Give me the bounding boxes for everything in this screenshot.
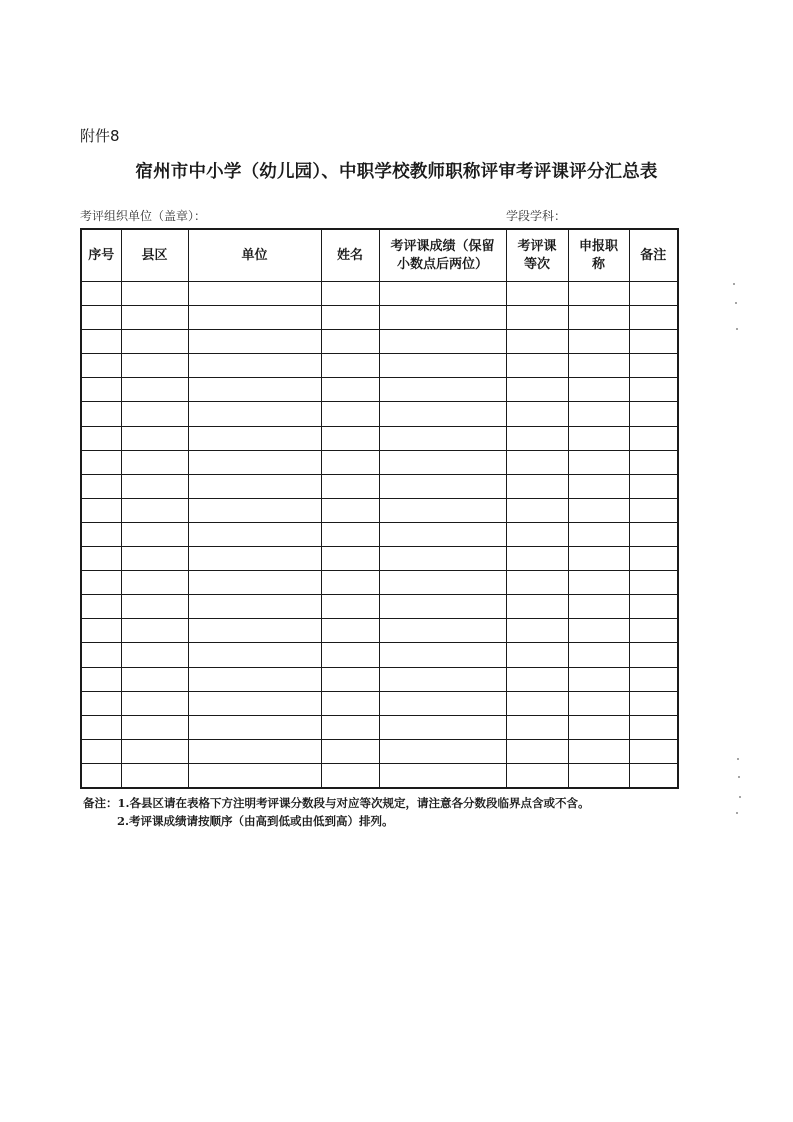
table-cell-score[interactable] — [379, 763, 506, 788]
table-cell-score[interactable] — [379, 643, 506, 667]
table-cell-seq[interactable] — [81, 498, 121, 522]
table-cell-name[interactable] — [321, 378, 379, 402]
table-cell-title[interactable] — [568, 619, 629, 643]
table-cell-score[interactable] — [379, 739, 506, 763]
table-cell-score[interactable] — [379, 522, 506, 546]
table-cell-grade[interactable] — [506, 354, 568, 378]
table-cell-county[interactable] — [121, 763, 188, 788]
table-cell-county[interactable] — [121, 739, 188, 763]
table-cell-score[interactable] — [379, 402, 506, 426]
table-cell-grade[interactable] — [506, 571, 568, 595]
table-cell-remark[interactable] — [629, 739, 678, 763]
table-cell-seq[interactable] — [81, 691, 121, 715]
table-cell-name[interactable] — [321, 306, 379, 330]
table-cell-name[interactable] — [321, 739, 379, 763]
table-cell-name[interactable] — [321, 595, 379, 619]
table-cell-unit[interactable] — [188, 595, 321, 619]
table-cell-county[interactable] — [121, 643, 188, 667]
table-row — [81, 619, 678, 643]
attachment-label: 附件8 — [80, 127, 120, 145]
table-cell-unit[interactable] — [188, 426, 321, 450]
table-cell-remark[interactable] — [629, 643, 678, 667]
table-cell-name[interactable] — [321, 619, 379, 643]
table-cell-title[interactable] — [568, 763, 629, 788]
table-cell-name[interactable] — [321, 763, 379, 788]
table-cell-score[interactable] — [379, 498, 506, 522]
table-cell-unit[interactable] — [188, 330, 321, 354]
table-cell-score[interactable] — [379, 547, 506, 571]
table-cell-county[interactable] — [121, 402, 188, 426]
table-cell-score[interactable] — [379, 450, 506, 474]
table-row — [81, 498, 678, 522]
table-cell-title[interactable] — [568, 378, 629, 402]
table-cell-score[interactable] — [379, 595, 506, 619]
table-cell-county[interactable] — [121, 691, 188, 715]
scan-speck — [736, 812, 738, 814]
table-cell-grade[interactable] — [506, 330, 568, 354]
table-cell-county[interactable] — [121, 619, 188, 643]
table-row — [81, 763, 678, 788]
header-name: 姓名 — [321, 229, 379, 282]
table-cell-unit[interactable] — [188, 522, 321, 546]
table-cell-name[interactable] — [321, 522, 379, 546]
table-cell-score[interactable] — [379, 667, 506, 691]
table-row — [81, 643, 678, 667]
table-cell-name[interactable] — [321, 402, 379, 426]
table-cell-grade[interactable] — [506, 426, 568, 450]
table-cell-unit[interactable] — [188, 619, 321, 643]
scan-speck — [738, 776, 740, 778]
table-cell-unit[interactable] — [188, 691, 321, 715]
notes-prefix: 备注： — [83, 796, 118, 810]
table-cell-grade[interactable] — [506, 667, 568, 691]
table-cell-unit[interactable] — [188, 402, 321, 426]
table-cell-remark[interactable] — [629, 619, 678, 643]
table-cell-seq[interactable] — [81, 522, 121, 546]
table-row — [81, 715, 678, 739]
table-cell-grade[interactable] — [506, 619, 568, 643]
table-cell-score[interactable] — [379, 715, 506, 739]
table-cell-title[interactable] — [568, 474, 629, 498]
scan-speck — [737, 758, 739, 760]
table-cell-seq[interactable] — [81, 619, 121, 643]
subject-label: 学段学科： — [506, 209, 567, 223]
header-title: 申报职称 — [568, 229, 629, 282]
table-cell-seq[interactable] — [81, 426, 121, 450]
table-cell-title[interactable] — [568, 739, 629, 763]
table-cell-title[interactable] — [568, 498, 629, 522]
header-row — [81, 229, 678, 282]
table-cell-name[interactable] — [321, 330, 379, 354]
table-cell-seq[interactable] — [81, 330, 121, 354]
table-row — [81, 450, 678, 474]
table-row — [81, 306, 678, 330]
table-cell-unit[interactable] — [188, 571, 321, 595]
table-cell-remark[interactable] — [629, 522, 678, 546]
table-cell-name[interactable] — [321, 643, 379, 667]
table-cell-county[interactable] — [121, 547, 188, 571]
table-cell-unit[interactable] — [188, 450, 321, 474]
table-cell-remark[interactable] — [629, 595, 678, 619]
table-cell-county[interactable] — [121, 667, 188, 691]
table-cell-title[interactable] — [568, 282, 629, 306]
table-cell-unit[interactable] — [188, 715, 321, 739]
table-cell-unit[interactable] — [188, 474, 321, 498]
table-cell-score[interactable] — [379, 354, 506, 378]
table-cell-grade[interactable] — [506, 498, 568, 522]
table-cell-grade[interactable] — [506, 450, 568, 474]
table-cell-grade[interactable] — [506, 715, 568, 739]
table-cell-county[interactable] — [121, 522, 188, 546]
table-cell-grade[interactable] — [506, 547, 568, 571]
document-title: 宿州市中小学（幼儿园）、中职学校教师职称评审考评课评分汇总表 — [135, 162, 658, 182]
table-cell-seq[interactable] — [81, 354, 121, 378]
scan-speck — [735, 302, 737, 304]
header-seq: 序号 — [81, 229, 121, 282]
table-cell-remark[interactable] — [629, 402, 678, 426]
table-row — [81, 378, 678, 402]
note-2-text: 2.考评课成绩请按顺序（由高到低或由低到高）排列。 — [117, 814, 394, 828]
table-row — [81, 547, 678, 571]
table-cell-title[interactable] — [568, 306, 629, 330]
table-cell-score[interactable] — [379, 474, 506, 498]
header-remark: 备注 — [629, 229, 678, 282]
table-cell-seq[interactable] — [81, 474, 121, 498]
table-cell-county[interactable] — [121, 474, 188, 498]
table-cell-unit[interactable] — [188, 354, 321, 378]
table-cell-remark[interactable] — [629, 691, 678, 715]
table-cell-remark[interactable] — [629, 282, 678, 306]
table-row — [81, 402, 678, 426]
table-cell-remark[interactable] — [629, 763, 678, 788]
table-cell-title[interactable] — [568, 522, 629, 546]
table-cell-county[interactable] — [121, 282, 188, 306]
table-row — [81, 474, 678, 498]
table-row — [81, 739, 678, 763]
table-row — [81, 667, 678, 691]
table-cell-score[interactable] — [379, 619, 506, 643]
table-body — [81, 282, 678, 788]
table-cell-unit[interactable] — [188, 763, 321, 788]
table-cell-remark[interactable] — [629, 330, 678, 354]
table-cell-grade[interactable] — [506, 522, 568, 546]
table-cell-title[interactable] — [568, 595, 629, 619]
scan-speck — [736, 328, 738, 330]
table-cell-seq[interactable] — [81, 306, 121, 330]
table-cell-title[interactable] — [568, 402, 629, 426]
header-unit: 单位 — [188, 229, 321, 282]
table-cell-seq[interactable] — [81, 378, 121, 402]
table-cell-title[interactable] — [568, 426, 629, 450]
table-cell-remark[interactable] — [629, 378, 678, 402]
table-cell-name[interactable] — [321, 498, 379, 522]
scan-speck — [739, 796, 741, 798]
notes-section — [83, 794, 590, 830]
table-cell-county[interactable] — [121, 330, 188, 354]
table-cell-grade[interactable] — [506, 402, 568, 426]
table-row — [81, 595, 678, 619]
table-cell-name[interactable] — [321, 715, 379, 739]
table-cell-grade[interactable] — [506, 474, 568, 498]
table-cell-score[interactable] — [379, 378, 506, 402]
table-row — [81, 426, 678, 450]
table-cell-county[interactable] — [121, 378, 188, 402]
table-cell-name[interactable] — [321, 282, 379, 306]
table-cell-county[interactable] — [121, 306, 188, 330]
table-cell-name[interactable] — [321, 354, 379, 378]
table-cell-seq[interactable] — [81, 667, 121, 691]
table-cell-unit[interactable] — [188, 739, 321, 763]
table-cell-seq[interactable] — [81, 282, 121, 306]
table-cell-seq[interactable] — [81, 715, 121, 739]
table-cell-title[interactable] — [568, 571, 629, 595]
table-row — [81, 282, 678, 306]
table-cell-name[interactable] — [321, 474, 379, 498]
table-cell-county[interactable] — [121, 715, 188, 739]
header-county: 县区 — [121, 229, 188, 282]
table-cell-seq[interactable] — [81, 763, 121, 788]
note-1-text: 1.各县区请在表格下方注明考评课分数段与对应等次规定，请注意各分数段临界点含或不含。 — [117, 796, 590, 810]
table-cell-unit[interactable] — [188, 643, 321, 667]
table-row — [81, 354, 678, 378]
table-cell-title[interactable] — [568, 354, 629, 378]
table-cell-seq[interactable] — [81, 643, 121, 667]
table-cell-seq[interactable] — [81, 571, 121, 595]
table-cell-remark[interactable] — [629, 547, 678, 571]
table-cell-unit[interactable] — [188, 547, 321, 571]
table-cell-name[interactable] — [321, 450, 379, 474]
table-cell-unit[interactable] — [188, 378, 321, 402]
table-cell-grade[interactable] — [506, 763, 568, 788]
table-cell-name[interactable] — [321, 691, 379, 715]
table-cell-name[interactable] — [321, 547, 379, 571]
score-summary-table — [80, 228, 679, 789]
table-cell-grade[interactable] — [506, 739, 568, 763]
table-cell-unit[interactable] — [188, 667, 321, 691]
table-cell-remark[interactable] — [629, 571, 678, 595]
table-cell-county[interactable] — [121, 354, 188, 378]
table-cell-seq[interactable] — [81, 450, 121, 474]
table-cell-grade[interactable] — [506, 595, 568, 619]
table-cell-remark[interactable] — [629, 667, 678, 691]
table-cell-name[interactable] — [321, 571, 379, 595]
table-cell-score[interactable] — [379, 426, 506, 450]
organizing-unit-label: 考评组织单位（盖章）： — [80, 209, 207, 223]
table-cell-unit[interactable] — [188, 306, 321, 330]
table-cell-grade[interactable] — [506, 643, 568, 667]
note-line-2 — [83, 812, 590, 830]
note-line-1 — [83, 794, 590, 812]
table-row — [81, 691, 678, 715]
table-cell-score[interactable] — [379, 691, 506, 715]
table-cell-score[interactable] — [379, 306, 506, 330]
table-cell-seq[interactable] — [81, 402, 121, 426]
table-cell-county[interactable] — [121, 571, 188, 595]
table-cell-score[interactable] — [379, 282, 506, 306]
table-row — [81, 571, 678, 595]
table-cell-remark[interactable] — [629, 498, 678, 522]
table-cell-score[interactable] — [379, 571, 506, 595]
table-cell-grade[interactable] — [506, 306, 568, 330]
table-cell-remark[interactable] — [629, 354, 678, 378]
table-cell-title[interactable] — [568, 691, 629, 715]
scan-speck — [733, 283, 735, 285]
table-cell-unit[interactable] — [188, 498, 321, 522]
table-cell-title[interactable] — [568, 547, 629, 571]
table-cell-remark[interactable] — [629, 306, 678, 330]
table-cell-county[interactable] — [121, 450, 188, 474]
table-cell-county[interactable] — [121, 595, 188, 619]
table-row — [81, 522, 678, 546]
table-cell-title[interactable] — [568, 330, 629, 354]
table-row — [81, 330, 678, 354]
table-cell-remark[interactable] — [629, 450, 678, 474]
table-cell-title[interactable] — [568, 715, 629, 739]
table-cell-seq[interactable] — [81, 739, 121, 763]
table-cell-score[interactable] — [379, 330, 506, 354]
table-cell-remark[interactable] — [629, 426, 678, 450]
table-cell-remark[interactable] — [629, 715, 678, 739]
table-cell-unit[interactable] — [188, 282, 321, 306]
table-cell-county[interactable] — [121, 498, 188, 522]
table-cell-county[interactable] — [121, 426, 188, 450]
table-cell-seq[interactable] — [81, 595, 121, 619]
table-cell-seq[interactable] — [81, 547, 121, 571]
table-cell-grade[interactable] — [506, 378, 568, 402]
table-cell-title[interactable] — [568, 667, 629, 691]
header-grade: 考评课等次 — [506, 229, 568, 282]
table-cell-title[interactable] — [568, 643, 629, 667]
table-cell-name[interactable] — [321, 667, 379, 691]
table-cell-grade[interactable] — [506, 282, 568, 306]
table-cell-remark[interactable] — [629, 474, 678, 498]
table-cell-grade[interactable] — [506, 691, 568, 715]
table-cell-title[interactable] — [568, 450, 629, 474]
header-score: 考评课成绩（保留小数点后两位） — [379, 229, 506, 282]
table-cell-name[interactable] — [321, 426, 379, 450]
